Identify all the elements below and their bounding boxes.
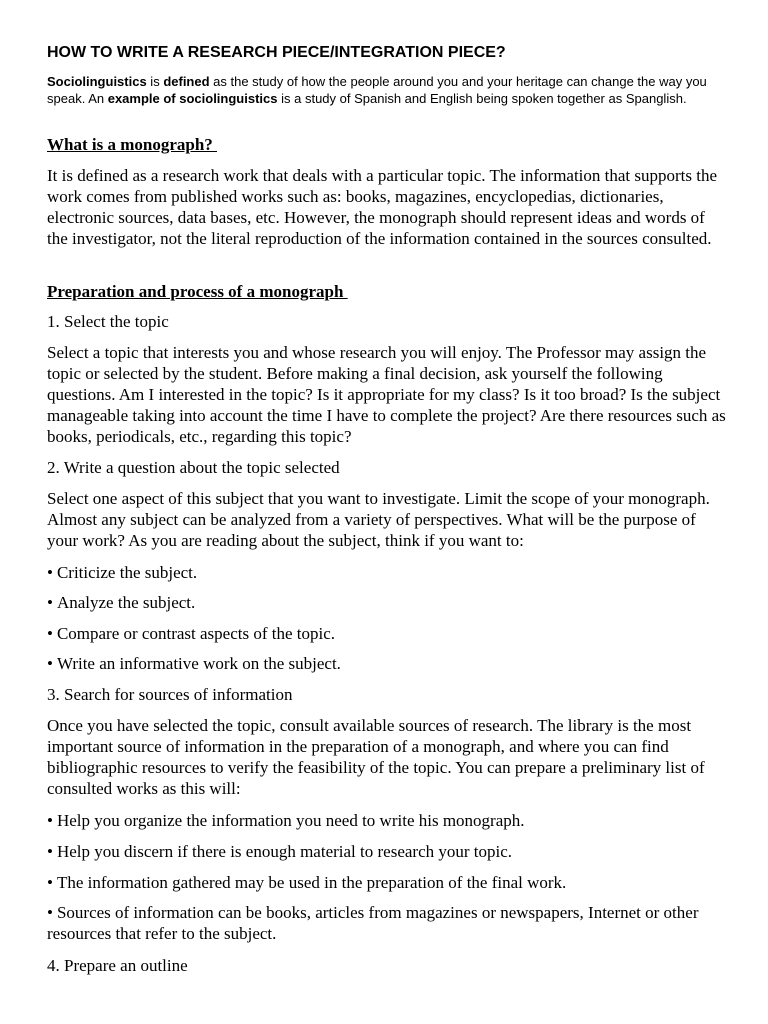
step-2-paragraph: Select one aspect of this subject that you want to investigate. Limit the scope of your monograph. Almost any subject can be analyzed from a variety of perspectives. What will be the purpose of your work? As you are reading about the subject, think if you want to:	[47, 489, 710, 550]
document-title: HOW TO WRITE A RESEARCH PIECE/INTEGRATION PIECE?	[47, 44, 506, 61]
step-2-bullet-informative: • Write an informative work on the subject.	[47, 653, 727, 674]
step-3-bullet-sources: • Sources of information can be books, articles from magazines or newspapers, Internet or other resources that refer to the subject.	[47, 902, 727, 944]
step-3-bullet-gathered: • The information gathered may be used in the preparation of the final work.	[47, 872, 727, 893]
intro-term-example: example of sociolinguistics	[107, 90, 278, 106]
step-2-bullet-compare: • Compare or contrast aspects of the topic.	[47, 623, 727, 644]
step-3-bullet-discern: • Help you discern if there is enough material to research your topic.	[47, 841, 727, 862]
intro-text-3: is a study of Spanish and English being spoken together as Spanglish.	[277, 90, 687, 106]
section-heading-monograph: What is a monograph?	[47, 135, 218, 154]
step-3-bullet-organize: • Help you organize the information you need to write his monograph.	[47, 810, 727, 831]
section-heading-preparation: Preparation and process of a monograph	[47, 282, 348, 301]
step-1-paragraph: Select a topic that interests you and whose research you will enjoy. The Professor may assign the topic or selected by the student. Before making a final decision, ask yourself the following questions. Am I interested in the topic? Is it appropriate for my class? Is it too broad? Is the subject manageable taking into account the time I have to complete the project? Are there resources such as books, periodicals, etc., regarding this topic?	[47, 343, 726, 446]
step-2-bullet-criticize: • Criticize the subject.	[47, 562, 727, 583]
step-4-heading: 4. Prepare an outline	[47, 956, 188, 975]
step-2-heading: 2. Write a question about the topic selected	[47, 458, 340, 477]
intro-paragraph	[47, 74, 723, 107]
step-1-heading: 1. Select the topic	[47, 312, 169, 331]
intro-term-sociolinguistics: Sociolinguistics	[47, 74, 147, 89]
intro-text-1: is	[146, 74, 164, 89]
step-3-heading: 3. Search for sources of information	[47, 685, 293, 704]
step-3-paragraph: Once you have selected the topic, consult available sources of research. The library is the most important source of information in the preparation of a monograph, and where you can find bibliographic resources to verify the feasibility of the topic. You can prepare a preliminary list of consulted works as this will:	[47, 716, 705, 798]
step-2-bullet-analyze: • Analyze the subject.	[47, 592, 727, 613]
monograph-definition-paragraph: It is defined as a research work that deals with a particular topic. The information that supports the work comes from published works such as: books, magazines, encyclopedias, dictionaries, electronic sources, data bases, etc. However, the monograph should represent ideas and words of the investigator, not the literal reproduction of the information contained in the sources consulted.	[47, 166, 718, 248]
intro-text-2: as the study of how the people around you and your heritage can change the way you speak. An	[47, 74, 707, 106]
intro-term-defined: defined	[163, 74, 210, 89]
